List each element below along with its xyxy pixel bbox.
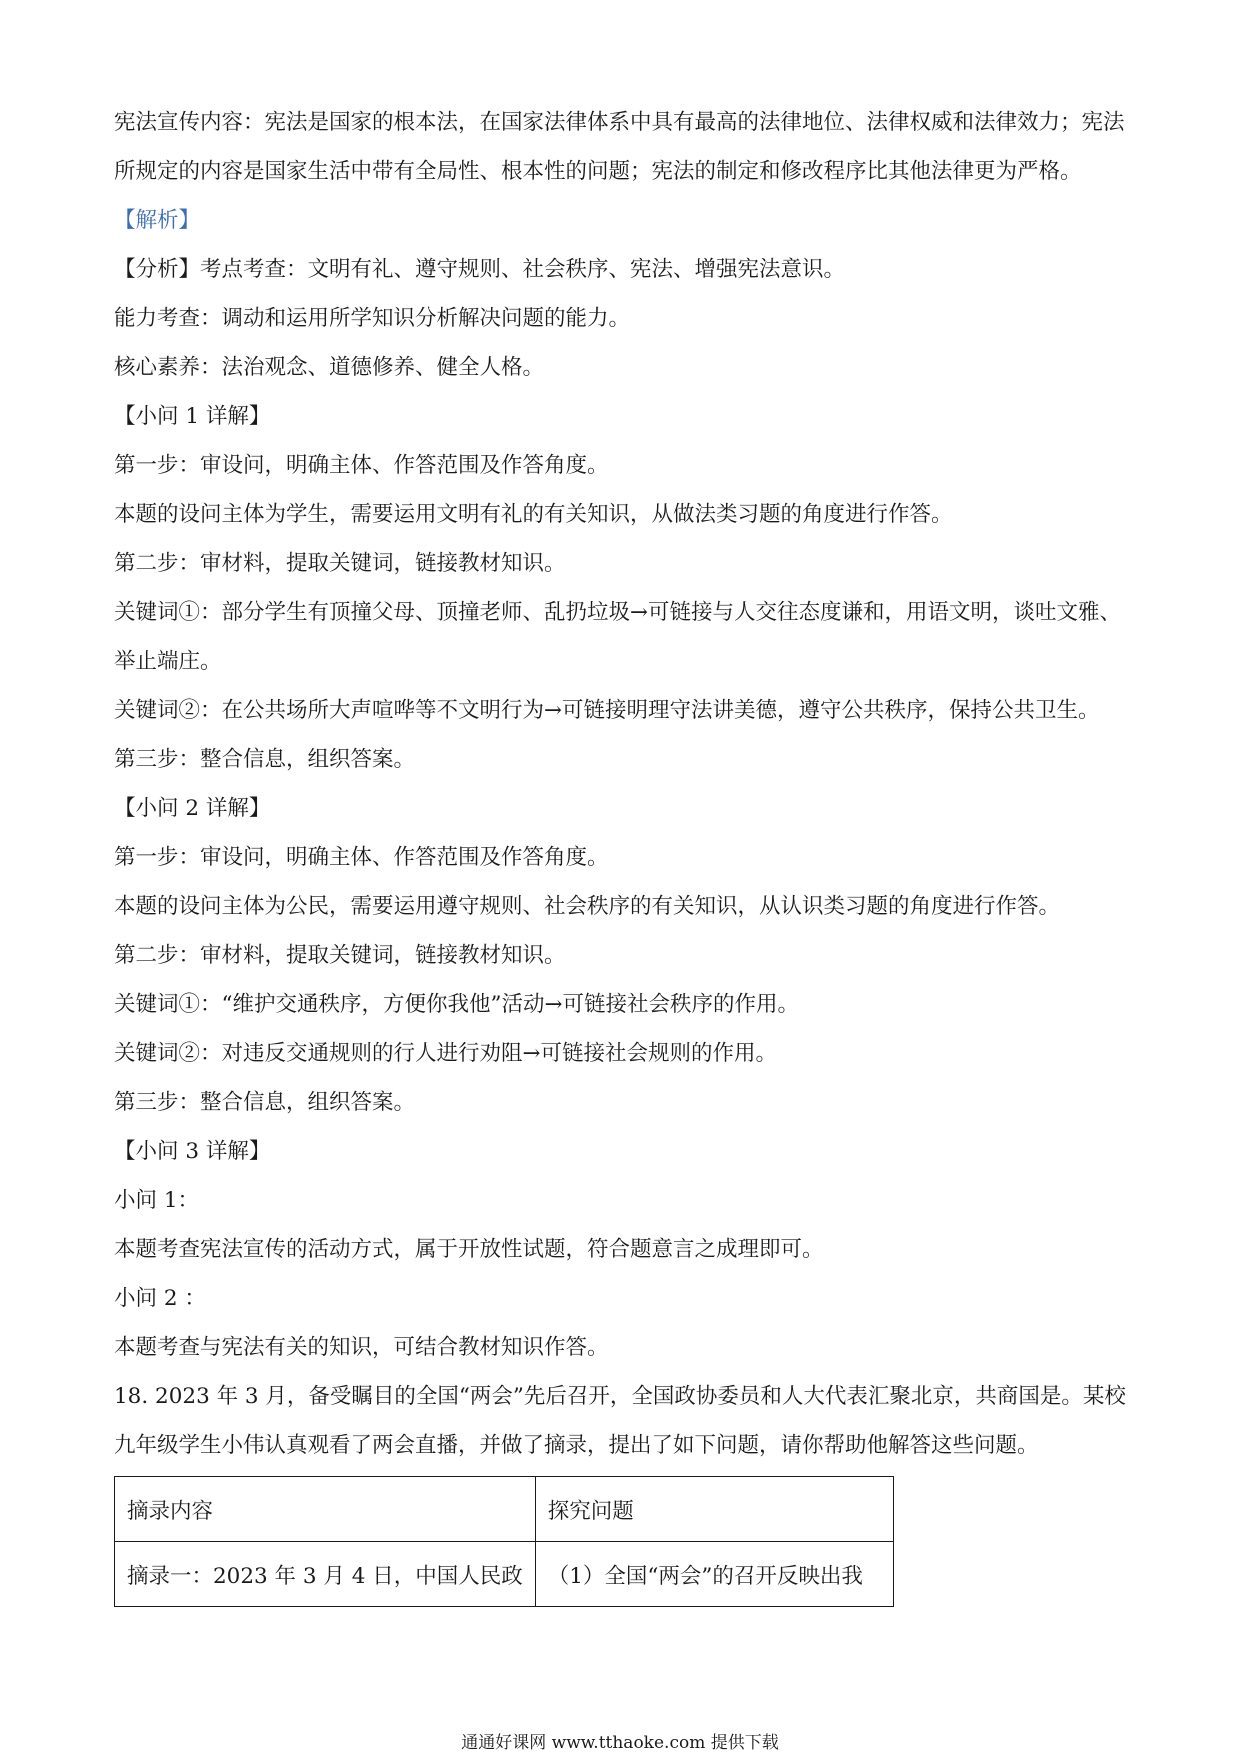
table-cell-question-1: （1）全国“两会”的召开反映出我 [535, 1542, 893, 1607]
table-cell-excerpt-1: 摘录一：2023 年 3 月 4 日，中国人民政 [115, 1542, 536, 1607]
q2-step2: 第二步：审材料，提取关键词，链接教材知识。 [114, 943, 566, 968]
q1-keyword1: 关键词①：部分学生有顶撞父母、顶撞老师、乱扔垃圾→可链接与人交往态度谦和，用语文明，谈吐文雅、举止端庄。 [114, 600, 1122, 674]
q3-sub1-label: 小问 1： [114, 1188, 200, 1213]
core-literacy-line: 核心素养：法治观念、道德修养、健全人格。 [114, 355, 545, 380]
q3-sub2-text: 本题考查与宪法有关的知识，可结合教材知识作答。 [114, 1335, 609, 1360]
document-body [114, 98, 1134, 1607]
table-row [115, 1542, 894, 1607]
question-18-stem: 18. 2023 年 3 月，备受瞩目的全国“两会”先后召开，全国政协委员和人大代表汇聚北京，共商国是。某校九年级学生小伟认真观看了两会直播，并做了摘录，提出了如下问题，请你帮助他解答这些问题。 [114, 1384, 1126, 1458]
q2-step3: 第三步：整合信息，组织答案。 [114, 1090, 416, 1115]
exam-points-line: 【分析】考点考查：文明有礼、遵守规则、社会秩序、宪法、增强宪法意识。 [114, 257, 846, 282]
q1-heading: 【小问 1 详解】 [114, 404, 271, 429]
page-footer: 通通好课网 www.tthaoke.com 提供下载 [461, 1733, 779, 1753]
q2-subject: 本题的设问主体为公民，需要运用遵守规则、社会秩序的有关知识，从认识类习题的角度进行作答。 [114, 894, 1061, 919]
q3-sub2-label: 小问 2 ： [114, 1286, 206, 1311]
table-header-excerpt: 摘录内容 [115, 1477, 536, 1542]
q2-keyword1: 关键词①：“维护交通秩序，方便你我他”活动→可链接社会秩序的作用。 [114, 992, 800, 1017]
q3-heading: 【小问 3 详解】 [114, 1139, 271, 1164]
q1-step1: 第一步：审设问，明确主体、作答范围及作答角度。 [114, 453, 609, 478]
constitution-propaganda-paragraph: 宪法宣传内容：宪法是国家的根本法，在国家法律体系中具有最高的法律地位、法律权威和法律效力；宪法所规定的内容是国家生活中带有全局性、根本性的问题；宪法的制定和修改程序比其他法律更为严格。 [114, 110, 1125, 184]
table-header-question: 探究问题 [535, 1477, 893, 1542]
q2-step1: 第一步：审设问，明确主体、作答范围及作答角度。 [114, 845, 609, 870]
q2-keyword2: 关键词②：对违反交通规则的行人进行劝阻→可链接社会规则的作用。 [114, 1041, 778, 1066]
table-header-row [115, 1477, 894, 1542]
excerpt-table [114, 1476, 894, 1607]
q1-subject: 本题的设问主体为学生，需要运用文明有礼的有关知识，从做法类习题的角度进行作答。 [114, 502, 953, 527]
q1-step3: 第三步：整合信息，组织答案。 [114, 747, 416, 772]
q3-sub1-text: 本题考查宪法宣传的活动方式，属于开放性试题，符合题意言之成理即可。 [114, 1237, 824, 1262]
q2-heading: 【小问 2 详解】 [114, 796, 271, 821]
q1-step2: 第二步：审材料，提取关键词，链接教材知识。 [114, 551, 566, 576]
q1-keyword2: 关键词②：在公共场所大声喧哗等不文明行为→可链接明理守法讲美德，遵守公共秩序，保持公共卫生。 [114, 698, 1100, 723]
ability-line: 能力考查：调动和运用所学知识分析解决问题的能力。 [114, 306, 631, 331]
analysis-heading: 【解析】 [114, 208, 201, 233]
